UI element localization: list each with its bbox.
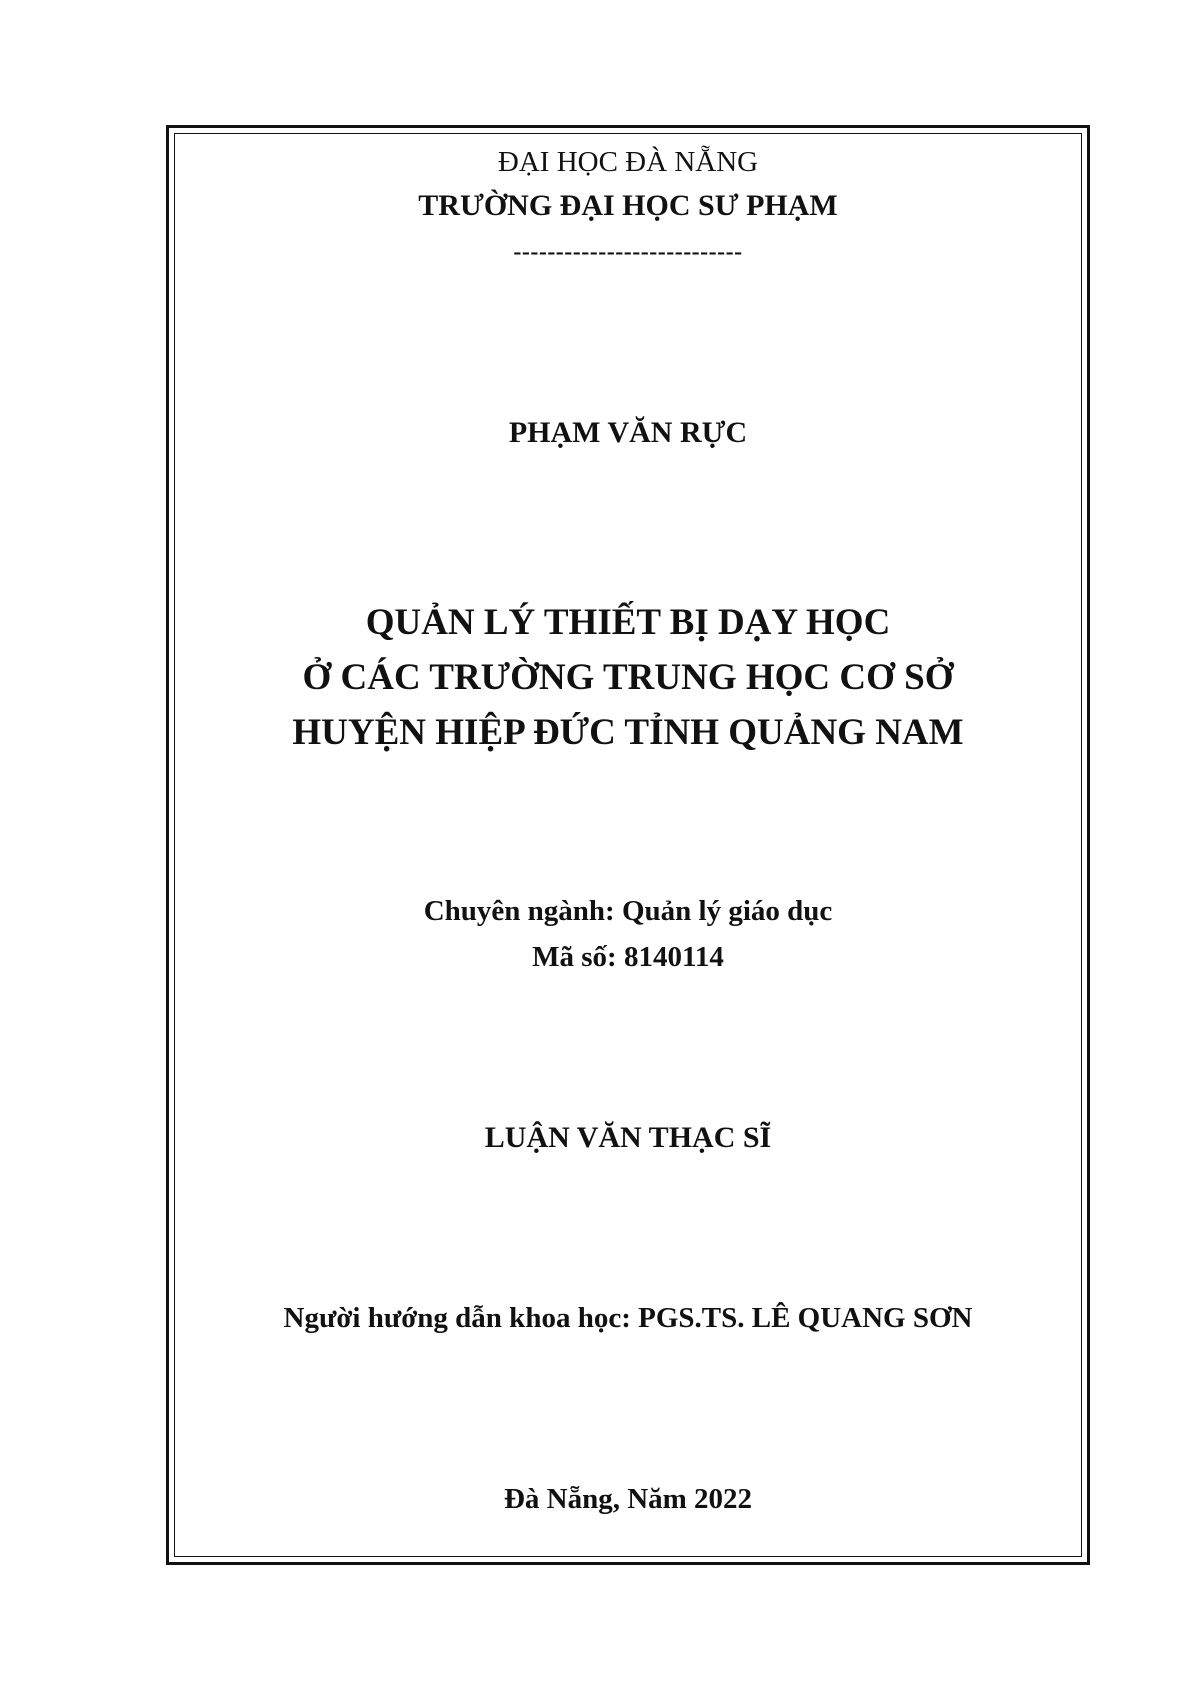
thesis-title [166, 595, 1090, 760]
specialization: Chuyên ngành: Quản lý giáo dục [423, 895, 833, 927]
thesis-title-line: Ở CÁC TRƯỜNG TRUNG HỌC CƠ SỞ [302, 657, 954, 698]
advisor: Người hướng dẫn khoa học: PGS.TS. LÊ QUANG SƠN [283, 1302, 973, 1334]
page-border [166, 125, 1090, 1565]
header-separator: --------------------------- [513, 239, 743, 265]
degree-type: LUẬN VĂN THẠC SĨ [484, 1121, 772, 1154]
page-border-inner [174, 133, 1082, 1557]
thesis-title-line: QUẢN LÝ THIẾT BỊ DẠY HỌC [365, 602, 891, 643]
university-name: ĐẠI HỌC ĐÀ NẴNG [497, 146, 759, 178]
school-name: TRƯỜNG ĐẠI HỌC SƯ PHẠM [418, 189, 838, 222]
author-name: PHẠM VĂN RỰC [508, 416, 748, 449]
thesis-title-line: HUYỆN HIỆP ĐỨC TỈNH QUẢNG NAM [292, 712, 964, 753]
specialization-code: Mã số: 8140114 [532, 941, 724, 973]
place-and-year: Đà Nẵng, Năm 2022 [503, 1483, 753, 1515]
